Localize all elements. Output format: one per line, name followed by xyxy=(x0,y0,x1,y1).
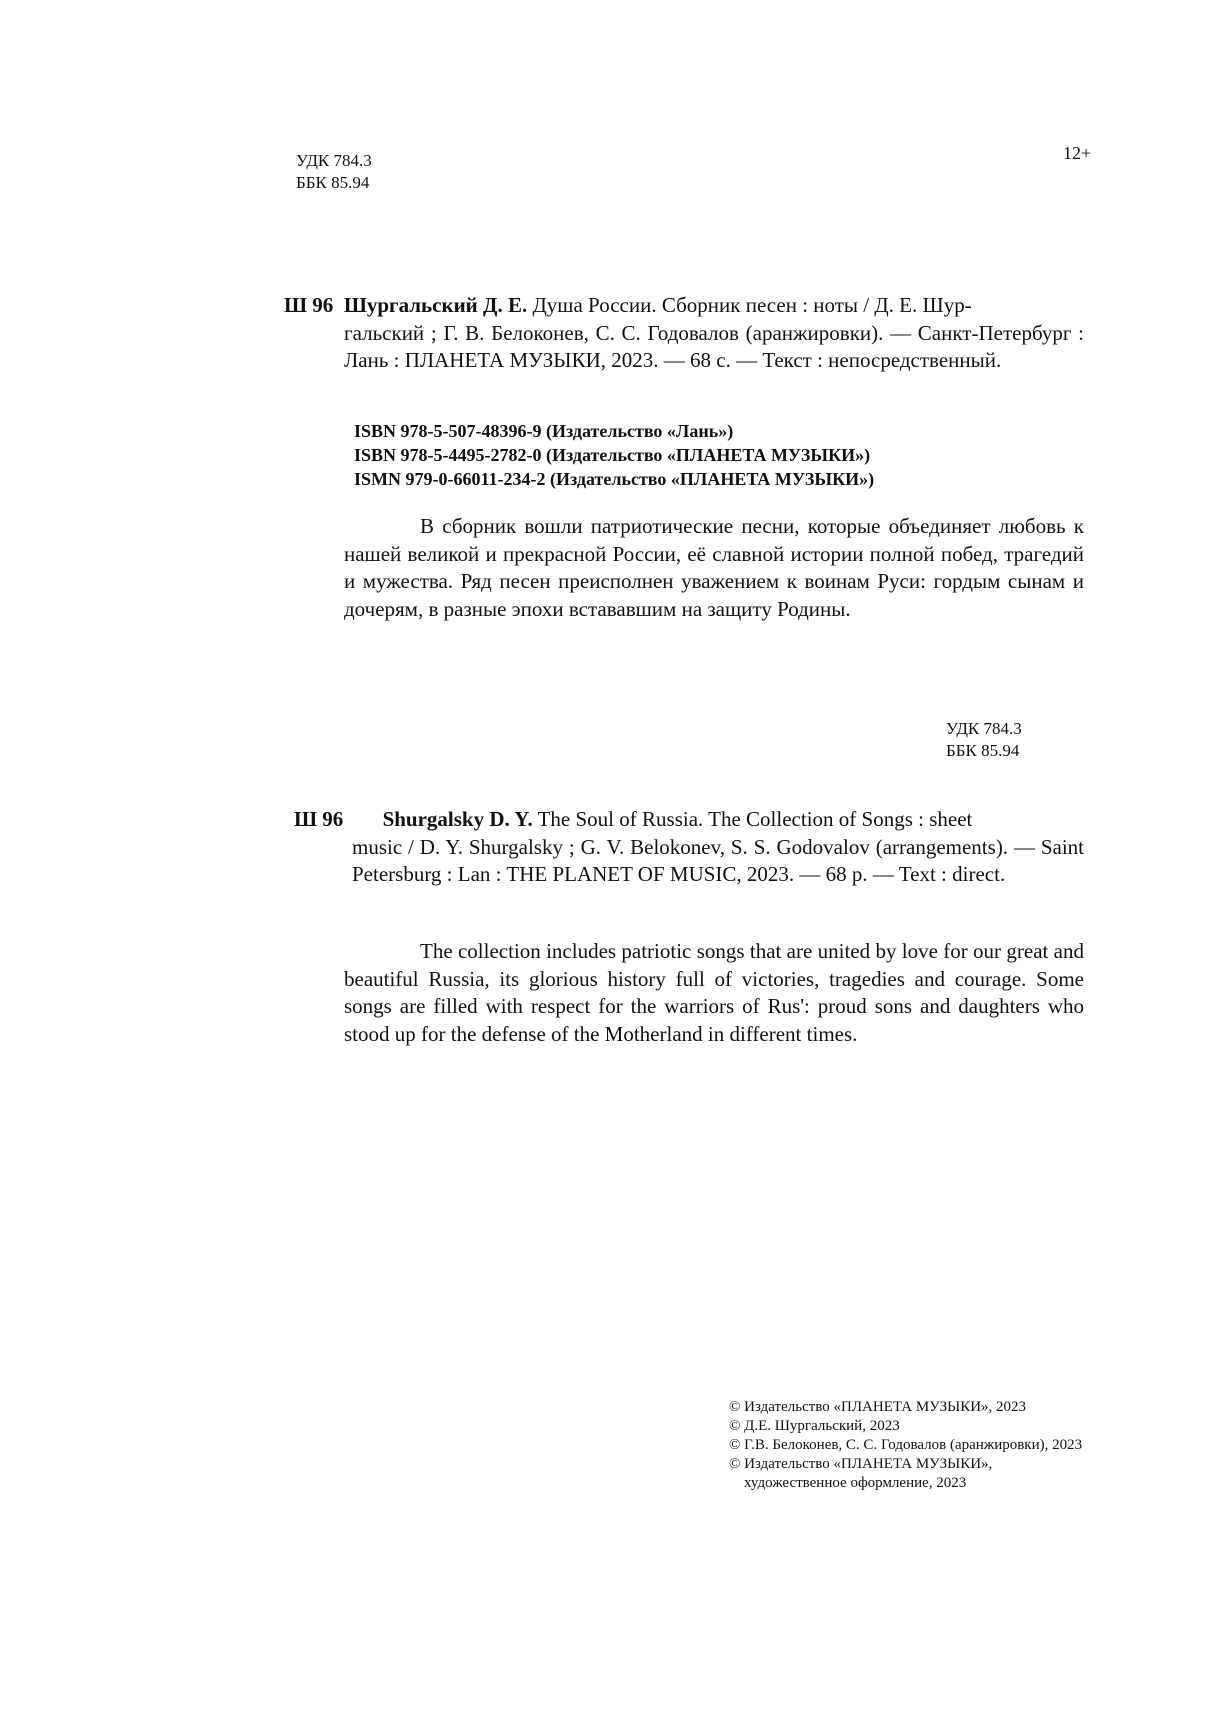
bbk-code: ББК 85.94 xyxy=(296,173,370,192)
bibliographic-record-en-body: music / D. Y. Shurgalsky ; G. V. Belokonev, S. S. Godovalov (arrangements). — Saint Petersburg : Lan : THE PLANET OF MUSIC, 2023. — 68 p. — Text : direct. xyxy=(352,834,1084,886)
udk-code-en: УДК 784.3 xyxy=(946,719,1022,738)
bibliographic-record-en xyxy=(294,806,1084,889)
age-rating: 12+ xyxy=(1063,143,1092,163)
author-mark-en: Ш 96 xyxy=(294,807,344,831)
copyright-design-sub: художественное оформление, 2023 xyxy=(744,1475,967,1491)
classification-block xyxy=(296,150,372,194)
abstract-ru: В сборник вошли патриотические песни, которые объединяет любовь к нашей великой и прекрасной России, её славной истории полной побед, трагедий и мужества. Ряд песен преисполнен уважением к воинам Руси: гордым сынам и дочерям, в разные эпохи встававшим на защиту Родины. xyxy=(344,514,1084,621)
bibliographic-record-ru-lead xyxy=(284,292,1084,320)
title-line-en: The Soul of Russia. The Collection of Songs : sheet xyxy=(537,807,973,831)
author-name-en: Shurgalsky D. Y. xyxy=(382,807,533,831)
copyright-publisher: © Издательство «ПЛАНЕТА МУЗЫКИ», 2023 xyxy=(729,1399,1027,1415)
copyright-author: © Д.Е. Шургальский, 2023 xyxy=(729,1418,900,1434)
title-line: Душа России. Сборник песен : ноты / Д. Е. Шур- xyxy=(532,293,972,317)
ismn-planet-of-music: ISMN 979-0-66011-234-2 (Издательство «ПЛАНЕТА МУЗЫКИ») xyxy=(354,469,875,489)
classification-block-en xyxy=(946,718,1022,762)
bibliographic-record-ru xyxy=(284,292,1084,375)
copyright-block xyxy=(729,1398,1101,1493)
identifier-list xyxy=(354,419,874,491)
bibliographic-record-en-lead xyxy=(294,806,1084,834)
udk-code: УДК 784.3 xyxy=(296,151,372,170)
isbn-lan: ISBN 978-5-507-48396-9 (Издательство «Лань») xyxy=(354,421,734,441)
isbn-planet-of-music: ISBN 978-5-4495-2782-0 (Издательство «ПЛАНЕТА МУЗЫКИ») xyxy=(354,445,871,465)
author-name: Шургальский Д. Е. xyxy=(343,293,528,317)
copyright-design: © Издательство «ПЛАНЕТА МУЗЫКИ», xyxy=(729,1456,993,1472)
abstract-en: The collection includes patriotic songs that are united by love for our great and beautiful Russia, its glorious history full of victories, tragedies and courage. Some songs are filled with respect for the warriors of Rus': proud sons and daughters who stood up for the defense of the Motherland in different times. xyxy=(344,939,1084,1046)
bbk-code-en: ББК 85.94 xyxy=(946,741,1020,760)
bibliographic-record-ru-body: гальский ; Г. В. Белоконев, С. С. Годовалов (аранжировки). — Санкт-Петербург : Лань : ПЛАНЕТА МУЗЫКИ, 2023. — 68 с. — Текст : непосредственный. xyxy=(344,320,1084,372)
author-mark: Ш 96 xyxy=(284,293,334,317)
copyright-arrangers: © Г.В. Белоконев, С. С. Годовалов (аранжировки), 2023 xyxy=(729,1437,1083,1453)
